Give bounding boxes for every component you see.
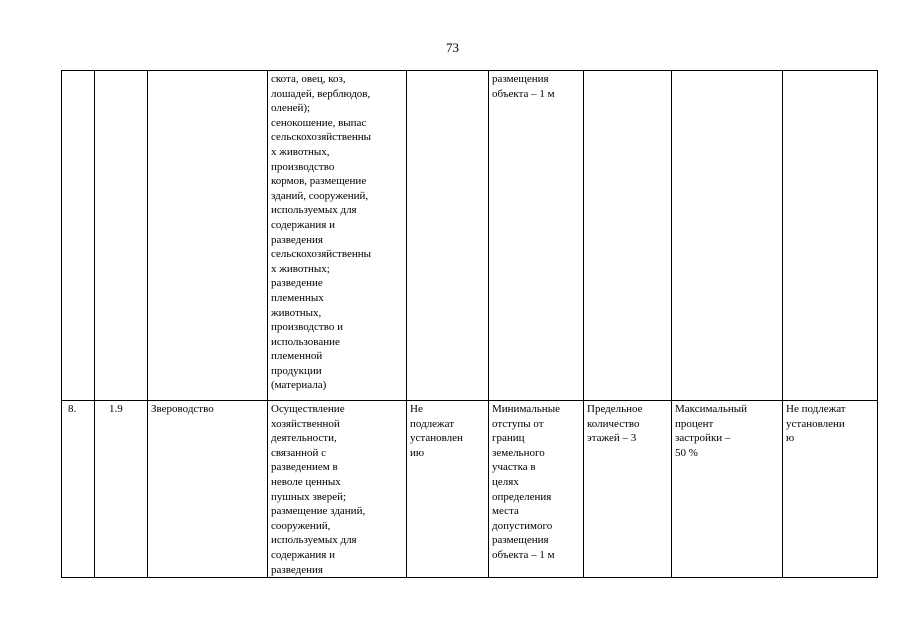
cell-setbacks: размещения объекта – 1 м bbox=[489, 71, 584, 401]
cell-plot-size bbox=[407, 71, 489, 401]
cell-other-params: Не подлежат установлени ю bbox=[783, 401, 878, 578]
table-row bbox=[62, 401, 878, 578]
cell-use-description: скота, овец, коз, лошадей, верблюдов, оленей); сенокошение, выпас сельскохозяйственны х животных, производство кормов, размещение зданий, сооружений, используемых для содержания и разведения сельскохозяйственны х животных; разведение племенных животных, производство и использование племенной продукции (материала) bbox=[268, 71, 407, 401]
cell-use-name: Звероводство bbox=[148, 401, 268, 578]
cell-coverage bbox=[672, 71, 783, 401]
table-row bbox=[62, 71, 878, 401]
zoning-regulations-table bbox=[61, 70, 878, 578]
cell-floors bbox=[584, 71, 672, 401]
cell-use-code bbox=[95, 71, 148, 401]
cell-other-params bbox=[783, 71, 878, 401]
cell-setbacks: Минимальные отступы от границ земельного участка в целях определения места допустимого размещения объекта – 1 м bbox=[489, 401, 584, 578]
cell-row-number bbox=[62, 71, 95, 401]
cell-coverage: Максимальный процент застройки – 50 % bbox=[672, 401, 783, 578]
page-number: 73 bbox=[446, 40, 459, 55]
cell-use-name bbox=[148, 71, 268, 401]
cell-row-number: 8. bbox=[62, 401, 95, 578]
cell-use-code: 1.9 bbox=[95, 401, 148, 578]
cell-use-description: Осуществление хозяйственной деятельности, связанной с разведением в неволе ценных пушных зверей; размещение зданий, сооружений, используемых для содержания и разведения bbox=[268, 401, 407, 578]
cell-plot-size: Не подлежат установлен ию bbox=[407, 401, 489, 578]
cell-floors: Предельное количество этажей – 3 bbox=[584, 401, 672, 578]
